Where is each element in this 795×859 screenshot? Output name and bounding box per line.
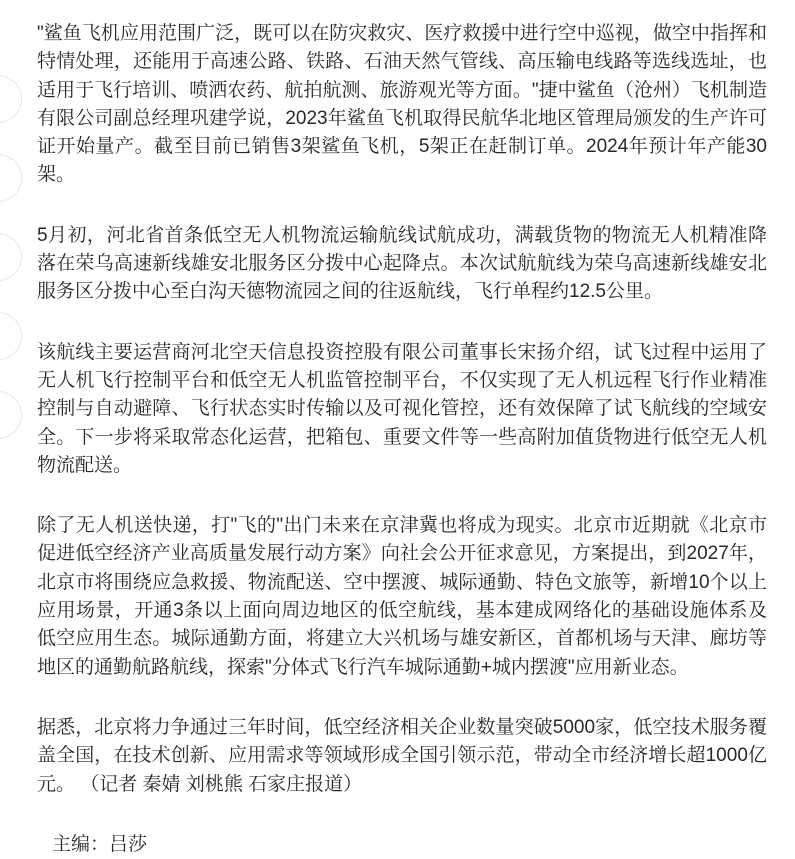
share-button[interactable] (0, 154, 22, 202)
share-button[interactable] (0, 75, 22, 123)
article-paragraph: 除了无人机送快递，打"飞的"出门未来在京津冀也将成为现实。北京市近期就《北京市促进低空经济产业高质量发展行动方案》向社会公开征求意见，方案提出，到2027年，北京市将围绕应急救援、物流配送、空中摆渡、城际通勤、特色文旅等，新增10个以上应用场景，开通3条以上面向周边地区的低空航线，基本建成网络化的基础设施体系及低空应用生态。城际通勤方面，将建立大兴机场与雄安新区，首都机场与天津、廊坊等地区的通勤航路航线，探索"分体式飞行汽车城际通勤+城内摆渡"应用新业态。 (37, 515, 767, 678)
article-paragraph: 该航线主要运营商河北空天信息投资控股有限公司董事长宋扬介绍，试飞过程中运用了无人机飞行控制平台和低空无人机监管控制平台，不仅实现了无人机远程飞行作业精准控制与自动避障、飞行状态实时传输以及可视化管控，还有效保障了试飞航线的空域安全。下一步将采取常态化运营，把箱包、重要文件等一些高附加值货物进行低空无人机物流配送。 (37, 341, 767, 476)
share-rail (0, 0, 30, 842)
share-button[interactable] (0, 391, 22, 439)
editor-credit-line: 主编：吕莎 (52, 833, 148, 855)
share-button[interactable] (0, 312, 22, 360)
share-button[interactable] (0, 233, 22, 281)
article-paragraph: 据悉，北京将力争通过三年时间，低空经济相关企业数量突破5000家，低空技术服务覆盖全国，在技术创新、应用需求等领域形成全国引领示范，带动全市经济增长超1000亿元。 （记者 秦婧 刘桃熊 石家庄报道） (37, 716, 767, 795)
article-paragraph: "鲨鱼飞机应用范围广泛，既可以在防灾救灾、医疗救援中进行空中巡视，做空中指挥和特情处理，还能用于高速公路、铁路、石油天然气管线、高压输电线路等选线选址，也适用于飞行培训、喷洒农药、航拍航测、旅游观光等方面。"捷中鲨鱼（沧州）飞机制造有限公司副总经理巩建学说，2023年鲨鱼飞机取得民航华北地区管理局颁发的生产许可证开始量产。截至目前已销售3架鲨鱼飞机，5架正在赶制订单。2024年预计年产能30架。 (37, 23, 767, 186)
article-paragraph: 5月初，河北省首条低空无人机物流运输航线试航成功，满载货物的物流无人机精准降落在荣乌高速新线雄安北服务区分拨中心起降点。本次试航航线为荣乌高速新线雄安北服务区分拨中心至白沟天德物流园之间的往返航线，飞行单程约12.5公里。 (37, 224, 767, 303)
